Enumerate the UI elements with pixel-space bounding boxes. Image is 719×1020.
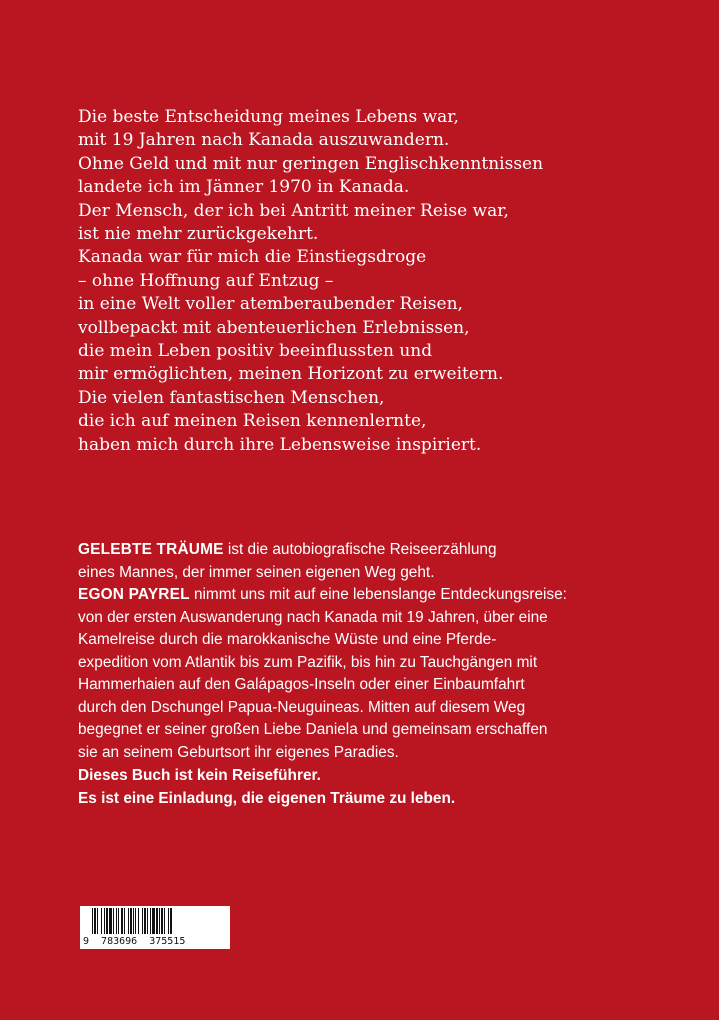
quote-line: mir ermöglichten, meinen Horizont zu erweitern. (78, 364, 504, 385)
blurb-line: expedition vom Atlantik bis zum Pazifik, bis hin zu Tauchgängen mit (78, 653, 538, 671)
author-quote (78, 106, 698, 457)
quote-line: Ohne Geld und mit nur geringen Englischkenntnissen (78, 153, 544, 174)
quote-line: in eine Welt voller atemberaubender Reisen, (78, 294, 463, 315)
blurb-line: von der ersten Auswanderung nach Kanada mit 19 Jahren, über eine (78, 608, 548, 626)
blurb-line (78, 539, 698, 562)
book-blurb (78, 539, 698, 764)
quote-line: haben mich durch ihre Lebensweise inspiriert. (78, 434, 482, 455)
tagline-line: Dieses Buch ist kein Reiseführer. (78, 767, 321, 784)
author-name: EGON PAYREL (78, 586, 190, 603)
tagline-line: Es ist eine Einladung, die eigenen Träume zu leben. (78, 789, 456, 807)
quote-line: Kanada war für mich die Einstiegsdroge (78, 247, 427, 268)
blurb-line: eines Mannes, der immer seinen eigenen Weg geht. (78, 563, 435, 581)
quote-line: ist nie mehr zurückgekehrt. (78, 224, 319, 245)
blurb-line: Hammerhaien auf den Galápagos-Inseln oder einer Einbaumfahrt (78, 676, 525, 693)
quote-line: Der Mensch, der ich bei Antritt meiner Reise war, (78, 200, 509, 221)
blurb-line: begegnet er seiner großen Liebe Daniela und gemeinsam erschaffen (78, 721, 548, 738)
blurb-line: durch den Dschungel Papua-Neuguineas. Mitten auf diesem Weg (78, 698, 526, 716)
quote-line: – ohne Hoffnung auf Entzug – (78, 270, 334, 291)
blurb-line: Kamelreise durch die marokkanische Wüste und eine Pferde- (78, 631, 497, 648)
isbn-barcode (80, 906, 230, 949)
blurb-text: nimmt uns mit auf eine lebenslange Entdeckungsreise: (189, 586, 567, 603)
quote-line: mit 19 Jahren nach Kanada auszuwandern. (78, 130, 450, 151)
quote-line: Die beste Entscheidung meines Lebens war, (78, 107, 459, 127)
quote-line: landete ich im Jänner 1970 in Kanada. (78, 177, 410, 198)
book-title: GELEBTE TRÄUME (78, 541, 224, 558)
isbn-number: 9 783696 375515 (83, 936, 186, 947)
blurb-line (78, 584, 698, 607)
quote-line: die ich auf meinen Reisen kennenlernte, (78, 411, 427, 432)
blurb-line: sie an seinem Geburtsort ihr eigenes Paradies. (78, 743, 399, 761)
quote-line: die mein Leben positiv beeinflussten und (78, 341, 433, 362)
quote-line: vollbepackt mit abenteuerlichen Erlebnissen, (78, 317, 470, 338)
barcode-bars (80, 906, 230, 936)
quote-line: Die vielen fantastischen Menschen, (78, 387, 385, 408)
tagline (78, 765, 698, 810)
blurb-text: ist die autobiografische Reiseerzählung (223, 541, 497, 558)
